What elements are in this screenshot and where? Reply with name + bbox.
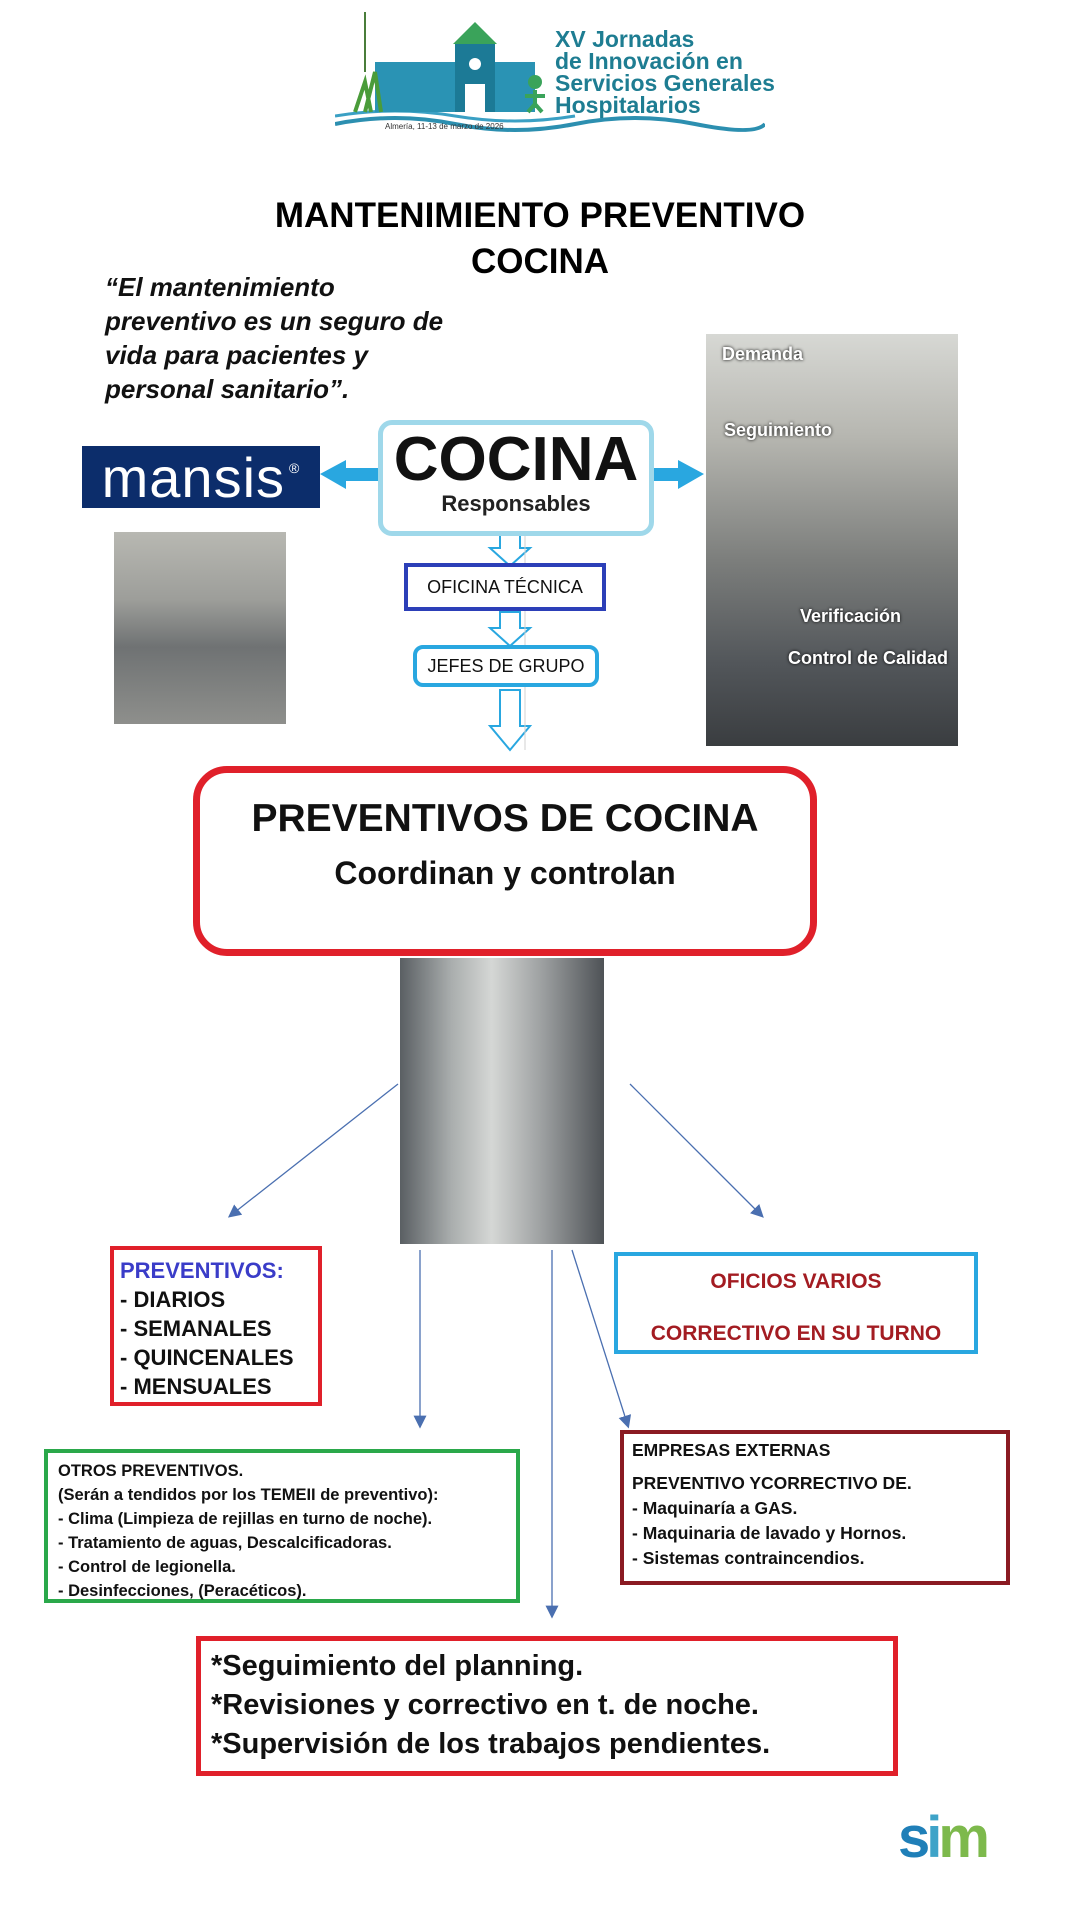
logo-line-3: Servicios Generales [555,70,775,96]
title-line-1: MANTENIMIENTO PREVENTIVO [274,196,806,235]
label-control-calidad: Control de Calidad [788,648,949,668]
registered-mark: ® [289,460,301,476]
kitchen-photo-right [706,334,958,746]
line-to-oficios [630,1084,762,1216]
list-item: - QUINCENALES [120,1345,294,1370]
final-tasks-box [196,1636,898,1776]
oficios-varios-box [614,1252,978,1354]
arrow-right-to-photo [648,460,704,489]
mansis-logo [82,446,320,508]
oficios-line-2: CORRECTIVO EN SU TURNO [650,1322,942,1345]
jefes-grupo-box: JEFES DE GRUPO [413,645,599,687]
arrow-down-3 [490,690,530,750]
title-line-2: COCINA [470,242,610,281]
kitchen-photo-left [114,532,286,724]
otros-line: - Control de legionella. [58,1558,236,1576]
otros-line: OTROS PREVENTIVOS. [58,1462,244,1480]
logo-line-4: Hospitalarios [555,92,701,118]
logo-line-1: XV Jornadas [555,26,695,52]
otros-line: - Desinfecciones, (Peracéticos). [58,1582,307,1600]
event-logo-text [555,28,795,116]
preventivos-cocina-title: PREVENTIVOS DE COCINA [251,797,759,840]
list-item: - SEMANALES [120,1316,272,1341]
list-item: *Revisiones y correctivo en t. de noche. [211,1689,759,1721]
cocina-box [378,420,654,536]
arrow-down-2 [490,612,530,646]
arrow-left-to-mansis [320,460,378,489]
list-item: *Seguimiento del planning. [211,1650,584,1682]
cocina-subtitle: Responsables [441,491,591,516]
label-demanda: Demanda [722,344,804,364]
list-item: - DIARIOS [120,1287,226,1312]
sim-i: i [926,1805,939,1870]
empresas-externas-box [620,1430,1010,1585]
label-verificacion: Verificación [800,606,902,626]
preventivos-list-header: PREVENTIVOS: [120,1258,284,1283]
list-item: - Sistemas contraincendios. [632,1548,865,1568]
sim-s: s [898,1805,927,1870]
otros-preventivos-box [44,1449,520,1603]
line-to-preventivos [230,1084,398,1216]
cocina-title: COCINA [393,425,639,494]
otros-line: - Clima (Limpieza de rejillas en turno de noche). [58,1510,433,1528]
sim-m: m [938,1805,986,1870]
list-item: - Maquinaría a GAS. [632,1498,798,1518]
list-item: - MENSUALES [120,1374,272,1399]
otros-line: - Tratamiento de aguas, Descalcificadoras. [58,1534,392,1552]
sim-logo [898,1804,986,1871]
equipment-photo-center [400,958,604,1244]
quote: “El mantenimiento preventivo es un seguro de vida para pacientes y personal sanitario”. [105,272,444,404]
preventivos-list-box [110,1246,322,1406]
label-seguimiento: Seguimiento [724,420,833,440]
preventivos-cocina-box [193,766,817,956]
list-item: *Supervisión de los trabajos pendientes. [211,1728,771,1760]
oficina-tecnica-box: OFICINA TÉCNICA [404,563,606,611]
otros-line: (Serán a tendidos por los TEMEII de preventivo): [58,1486,439,1504]
mansis-text: mansis [101,445,286,509]
oficios-line-1: OFICIOS VARIOS [710,1270,882,1293]
logo-line-2: de Innovación en [555,48,743,74]
empresas-header: EMPRESAS EXTERNAS [632,1440,831,1460]
empresas-subheader: PREVENTIVO YCORRECTIVO DE. [632,1473,912,1493]
list-item: - Maquinaria de lavado y Hornos. [632,1523,907,1543]
event-date: Almería, 11-13 de marzo de 2026 [385,122,504,131]
preventivos-cocina-subtitle: Coordinan y controlan [334,855,676,891]
